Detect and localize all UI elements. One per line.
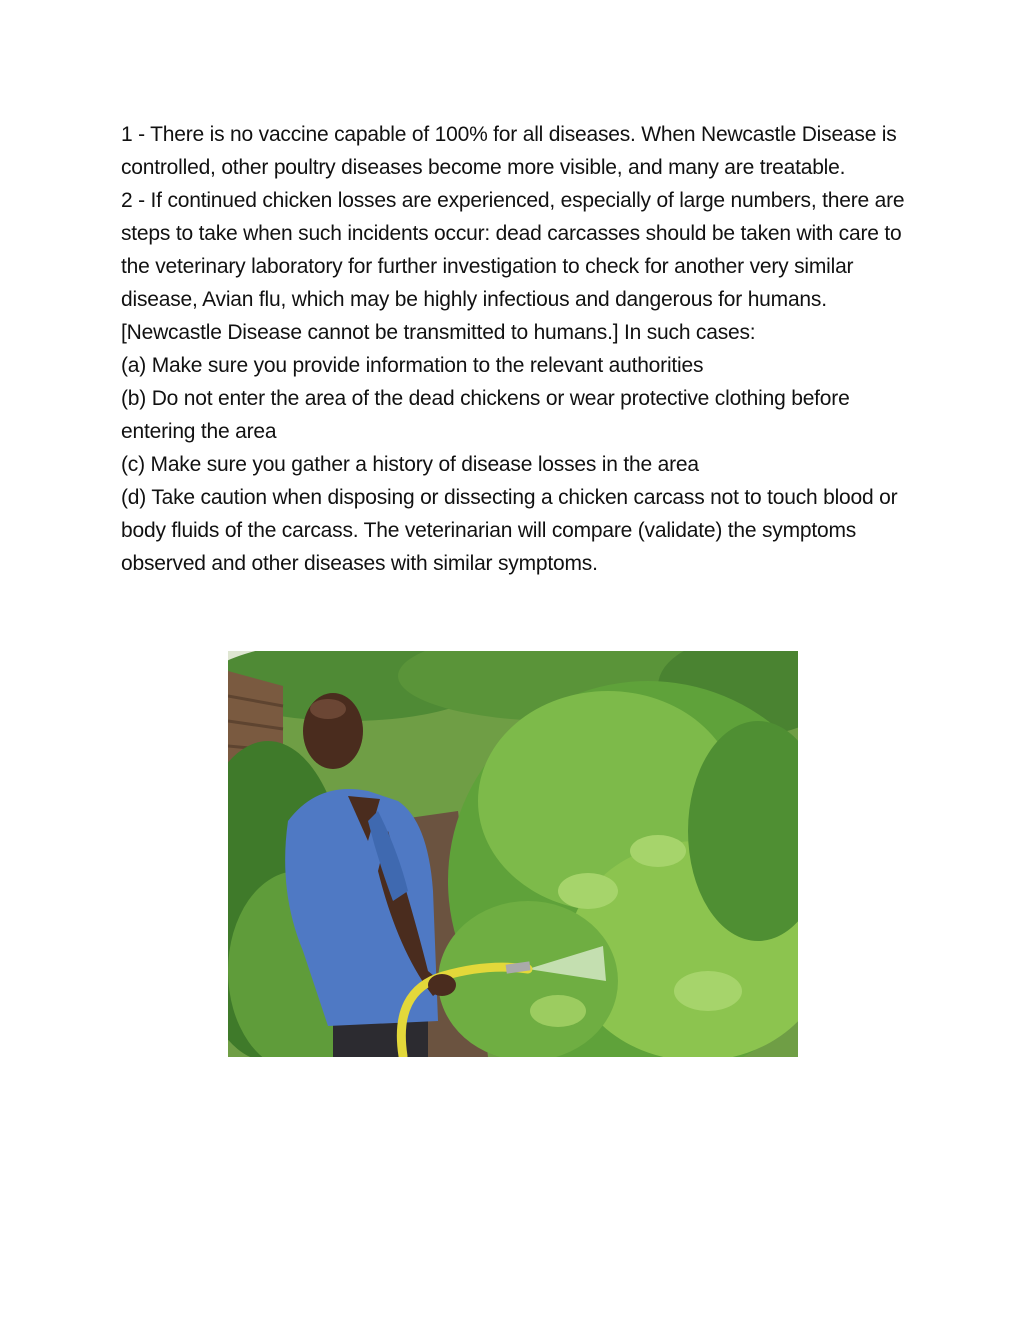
list-item-d: (d) Take caution when disposing or dissecting a chicken carcass not to touch blood or body fluids of the carcass. The veterinarian will compare (validate) the symptoms observed and other diseases with similar symptoms. xyxy=(121,486,898,575)
list-item-c: (c) Make sure you gather a history of disease losses in the area xyxy=(121,453,699,476)
man-hand xyxy=(428,974,456,996)
photo-man-watering-plants xyxy=(228,651,798,1057)
photo-illustration xyxy=(228,651,798,1057)
list-item-b: (b) Do not enter the area of the dead chickens or wear protective clothing before entering the area xyxy=(121,387,850,443)
list-item-a: (a) Make sure you provide information to the relevant authorities xyxy=(121,354,704,377)
body-text xyxy=(121,118,911,580)
paragraph-2: 2 - If continued chicken losses are experienced, especially of large numbers, there are steps to take when such incidents occur: dead carcasses should be taken with care to the veterinary laboratory for further investigation to check for another very similar disease, Avian flu, which may be highly infectious and dangerous for humans. [Newcastle Disease cannot be transmitted to humans.] In such cases: xyxy=(121,189,905,344)
paragraph-1: 1 - There is no vaccine capable of 100% for all diseases. When Newcastle Disease is controlled, other poultry diseases become more visible, and many are treatable. xyxy=(121,123,897,179)
